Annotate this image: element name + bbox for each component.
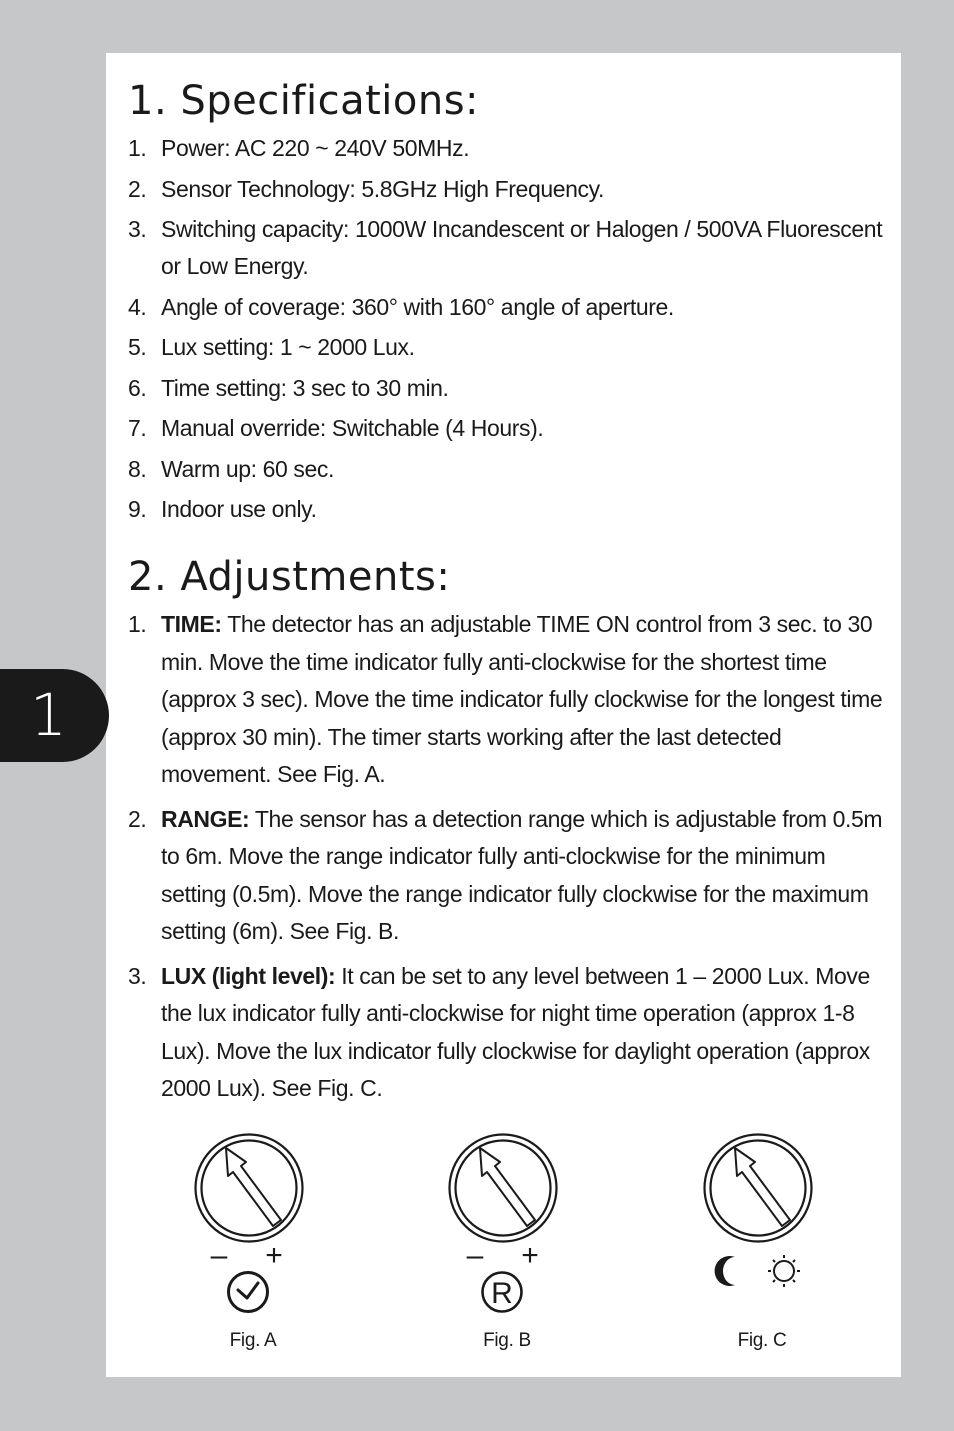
moon-icon — [715, 1256, 735, 1286]
lux-dial — [687, 1130, 837, 1320]
figure-b — [432, 1130, 582, 1351]
range-r-icon — [483, 1273, 522, 1312]
adjustment-item-range: 2. RANGE: The sensor has a detection range which is adjustable from 0.5m to 6m. Move the range indicator fully anti-clockwise for the minimum setting (0.5m). Move the range indicator fully clockwise for the maximum setting (6m). See Fig. B. — [128, 805, 883, 944]
spec-item: 2. Sensor Technology: 5.8GHz High Frequency. — [128, 175, 604, 202]
clock-icon — [229, 1273, 268, 1312]
spec-item: 6. Time setting: 3 sec to 30 min. — [128, 374, 449, 401]
spec-item: 9. Indoor use only. — [128, 496, 317, 522]
adjustment-item-time: 1. TIME: The detector has an adjustable TIME ON control from 3 sec. to 30 min. Move the time indicator fully anti-clockwise for the shortest time (approx 3 sec). Move the time indicator fully clockwise for the longest time (approx 30 min). The timer starts working after the last detected movement. See Fig. A. — [128, 611, 883, 787]
dial-arrow-icon — [735, 1148, 790, 1226]
page-number-tab — [0, 669, 109, 762]
figure-caption: Fig. A — [229, 1330, 277, 1351]
plus-label: + — [265, 1239, 283, 1272]
adjustment-label: TIME: — [161, 611, 222, 637]
page-number: 1 — [30, 681, 67, 749]
dial-arrow-icon — [226, 1148, 281, 1226]
spec-item: 3. Switching capacity: 1000W Incandescent or Halogen / 500VA Fluorescent or Low Energy. — [128, 216, 883, 279]
spec-item: 8. Warm up: 60 sec. — [128, 455, 334, 482]
figure-a — [178, 1130, 328, 1351]
spec-item: 1. Power: AC 220 ~ 240V 50MHz. — [128, 135, 470, 161]
adjustment-label: RANGE: — [161, 805, 250, 832]
specifications-list — [128, 130, 888, 528]
adjustments-heading: 2. Adjustments: — [128, 554, 451, 600]
figures-row — [106, 1130, 901, 1370]
spec-item: 5. Lux setting: 1 ~ 2000 Lux. — [128, 334, 415, 360]
adjustments-section — [128, 552, 888, 1108]
plus-label: + — [521, 1239, 539, 1272]
page-content — [128, 76, 888, 1115]
adjustment-label: LUX (light level): — [161, 962, 336, 989]
specifications-heading: 1. Specifications: — [128, 78, 480, 124]
figure-caption: Fig. B — [483, 1330, 531, 1351]
time-dial — [178, 1130, 328, 1320]
figure-caption: Fig. C — [737, 1330, 787, 1351]
adjustment-item-lux: 3. LUX (light level): It can be set to any level between 1 – 2000 Lux. Move the lux indicator fully anti-clockwise for night time operation (approx 1-8 Lux). Move the lux indicator fully clockwise for daylight operation (approx 2000 Lux). See Fig. C. — [128, 962, 870, 1101]
range-dial — [432, 1130, 582, 1320]
spec-item: 7. Manual override: Switchable (4 Hours). — [128, 415, 544, 441]
spec-item: 4. Angle of coverage: 360° with 160° angle of aperture. — [128, 293, 674, 320]
figure-c — [687, 1130, 837, 1351]
minus-label: – — [210, 1239, 228, 1272]
svg-text:R: R — [491, 1277, 513, 1310]
sun-icon — [768, 1255, 800, 1287]
adjustments-list — [128, 606, 888, 1108]
minus-label: – — [466, 1239, 484, 1272]
dial-arrow-icon — [480, 1148, 535, 1226]
